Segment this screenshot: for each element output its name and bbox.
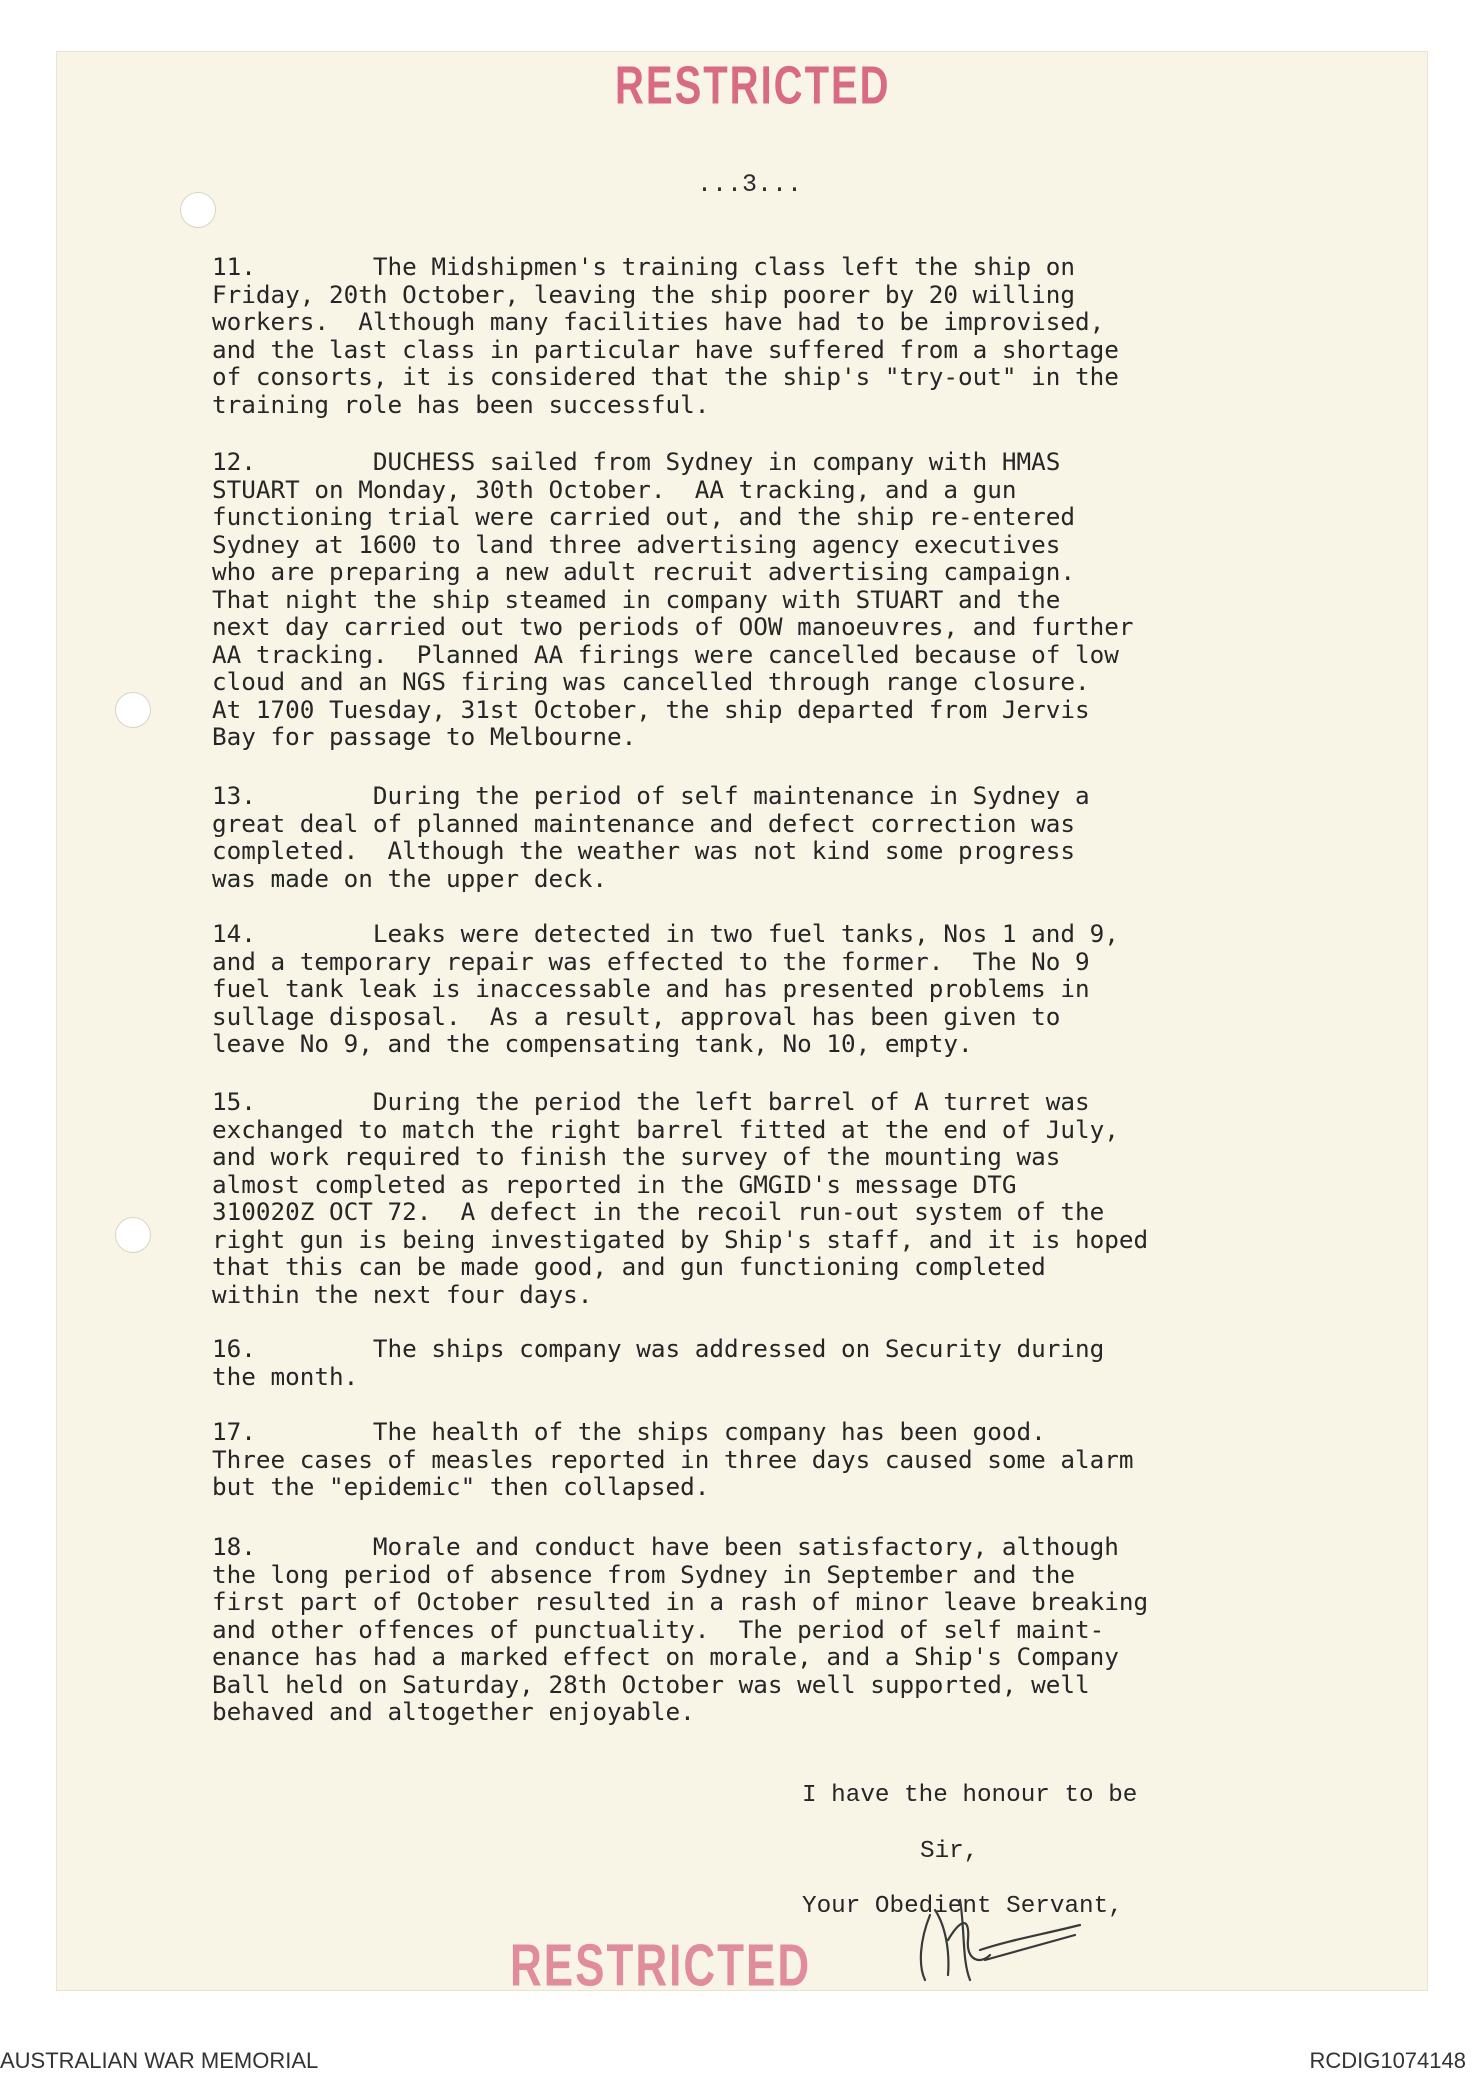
closing-line-1: I have the honour to be xyxy=(802,1782,1138,1809)
page-number: ...3... xyxy=(697,170,803,199)
paragraph-16: 16. The ships company was addressed on Security during the month. xyxy=(212,1334,1105,1391)
paragraph-18: 18. Morale and conduct have been satisfactory, although the long period of absence from Sydney in September and the first part of October resulted in a rash of minor leave breaking and other offences of punctuality. The period of self maint- enance has had a marked effect on morale, and a Ship's Company Ball held on Saturday, 28th October was well supported, well behaved and altogether enjoyable. xyxy=(212,1532,1149,1726)
restricted-stamp-top: RESTRICTED xyxy=(615,56,891,116)
footer-institution: AUSTRALIAN WAR MEMORIAL xyxy=(0,2048,319,2073)
paragraph-12: 12. DUCHESS sailed from Sydney in company with HMAS STUART on Monday, 30th October. AA tracking, and a gun functioning trial were carried out, and the ship re-entered Sydney at 1600 to land three advertising agency executives who are preparing a new adult recruit advertising campaign. That night the ship steamed in company with STUART and the next day carried out two periods of OOW manoeuvres, and further AA tracking. Planned AA firings were cancelled because of low cloud and an NGS firing was cancelled through range closure. At 1700 Tuesday, 31st October, the ship departed from Jervis Bay for passage to Melbourne. xyxy=(212,447,1134,751)
footer-record-id: RCDIG1074148 xyxy=(1309,2048,1466,2073)
paragraph-17: 17. The health of the ships company has been good. Three cases of measles reported in three days caused some alarm but the "epidemic" then collapsed. xyxy=(212,1417,1134,1501)
closing-line-3: Your Obedient Servant, xyxy=(802,1893,1123,1920)
punch-hole-middle xyxy=(115,692,151,728)
punch-hole-bottom xyxy=(115,1217,151,1253)
punch-hole-top xyxy=(180,192,216,228)
closing-salutation: Sir, xyxy=(920,1838,979,1865)
handwritten-signature xyxy=(890,1880,1090,1990)
paragraph-14: 14. Leaks were detected in two fuel tanks, Nos 1 and 9, and a temporary repair was effected to the former. The No 9 fuel tank leak is inaccessable and has presented problems in sullage disposal. As a result, approval has been given to leave No 9, and the compensating tank, No 10, empty. xyxy=(212,919,1119,1058)
paragraph-13: 13. During the period of self maintenance in Sydney a great deal of planned maintenance and defect correction was completed. Although the weather was not kind some progress was made on the upper deck. xyxy=(212,781,1090,893)
paragraph-15: 15. During the period the left barrel of A turret was exchanged to match the right barrel fitted at the end of July, and work required to finish the survey of the mounting was almost completed as reported in the GMGID's message DTG 310020Z OCT 72. A defect in the recoil run-out system of the right gun is being investigated by Ship's staff, and it is hoped that this can be made good, and gun functioning completed within the next four days. xyxy=(212,1087,1149,1309)
restricted-stamp-bottom: RESTRICTED xyxy=(510,1933,812,2000)
paragraph-11: 11. The Midshipmen's training class left the ship on Friday, 20th October, leaving the ship poorer by 20 willing workers. Although many facilities have had to be improvised, and the last class in particular have suffered from a shortage of consorts, it is considered that the ship's "try-out" in the training role has been successful. xyxy=(212,252,1119,419)
